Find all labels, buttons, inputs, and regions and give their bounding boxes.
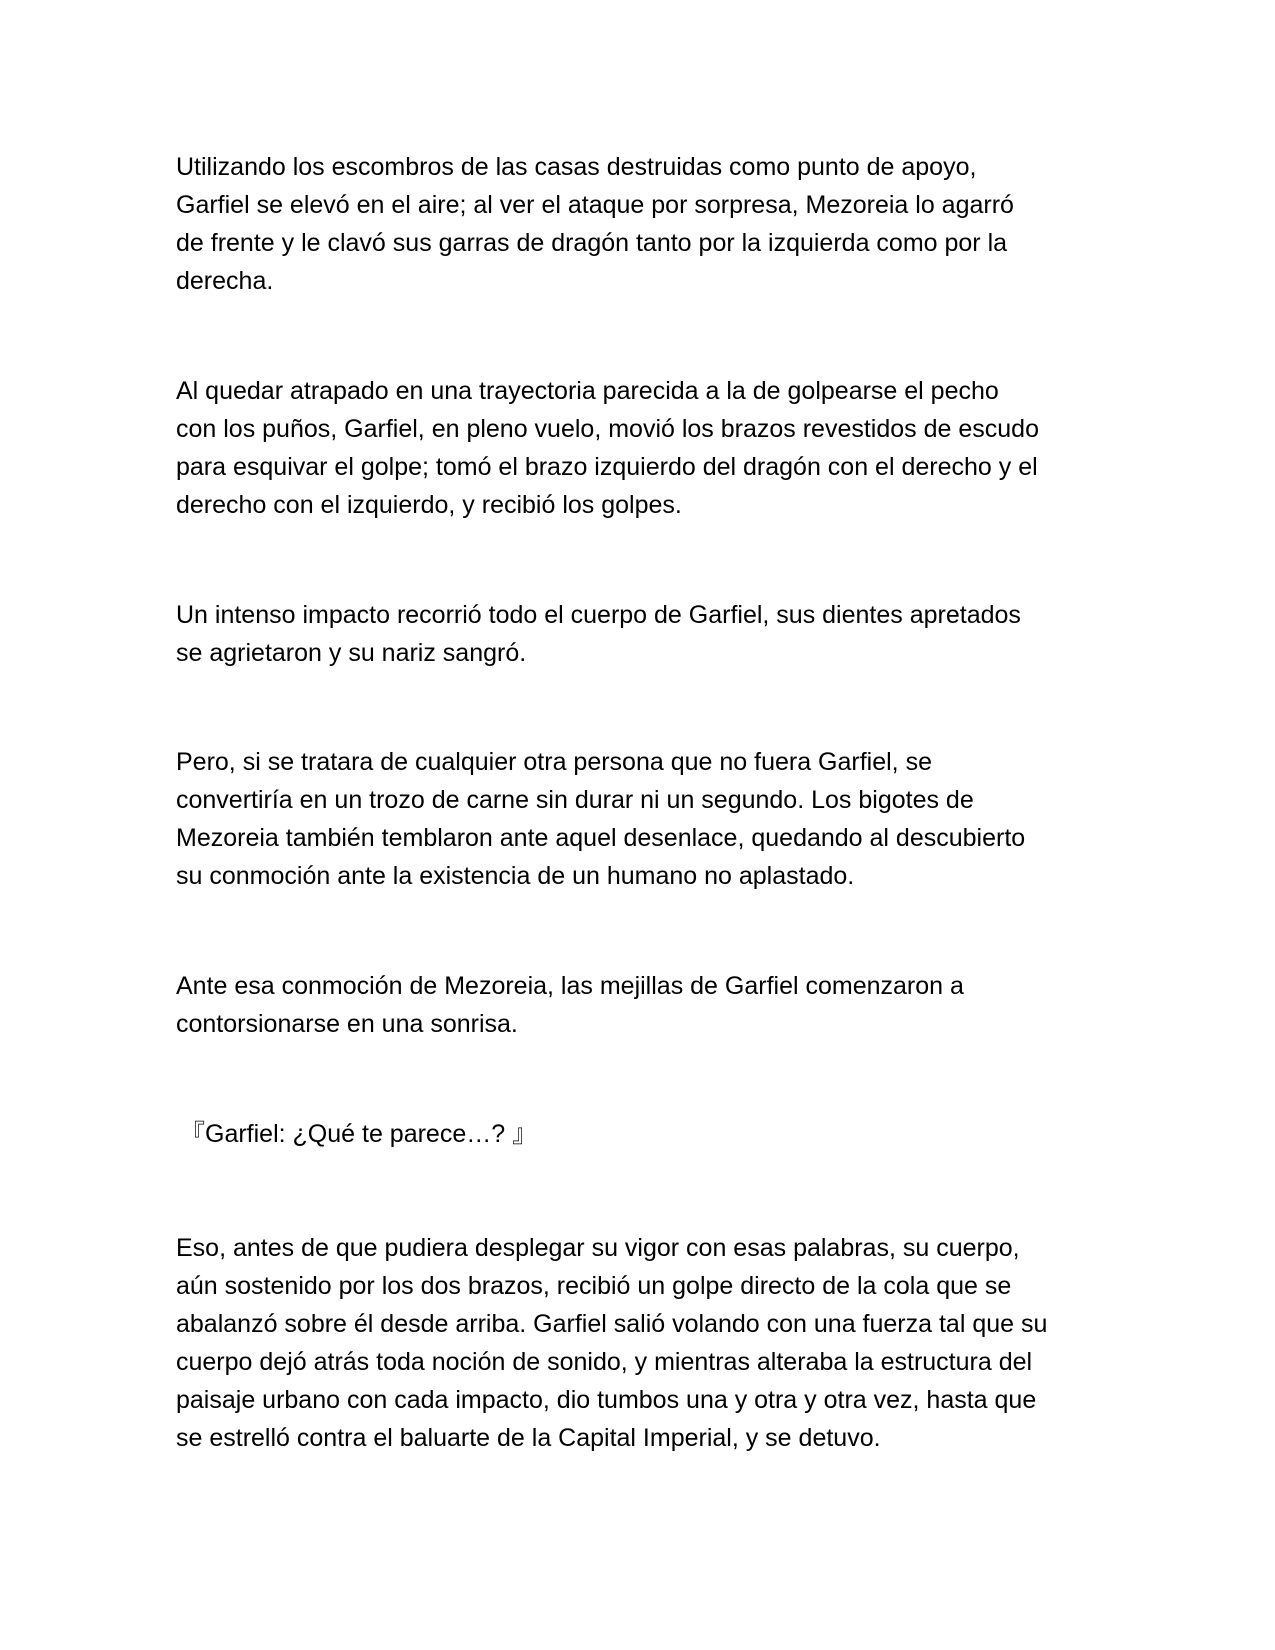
paragraph-5 [176,967,1106,1043]
text-line: cuerpo dejó atrás toda noción de sonido, y mientras alteraba la estructura del [176,1348,1033,1376]
paragraph-7 [176,1229,1106,1457]
dialogue-line [180,1115,1110,1153]
text-line: contorsionarse en una sonrisa. [176,1010,518,1038]
text-line: se estrelló contra el baluarte de la Capital Imperial, y se detuvo. [176,1424,881,1452]
text-line: 『Garfiel: ¿Qué te parece…? 』 [180,1120,538,1148]
text-line: convertiría en un trozo de carne sin durar ni un segundo. Los bigotes de [176,786,974,814]
text-line: derecha. [176,267,274,295]
text-line: Utilizando los escombros de las casas destruidas como punto de apoyo, [176,153,977,181]
paragraph-3 [176,596,1106,672]
paragraph-4 [176,743,1106,895]
text-line: Al quedar atrapado en una trayectoria parecida a la de golpearse el pecho [176,377,999,405]
text-line: con los puños, Garfiel, en pleno vuelo, movió los brazos revestidos de escudo [176,415,1039,443]
text-line: Eso, antes de que pudiera desplegar su vigor con esas palabras, su cuerpo, [176,1234,1020,1262]
text-line: derecho con el izquierdo, y recibió los golpes. [176,491,682,519]
text-line: paisaje urbano con cada impacto, dio tumbos una y otra y otra vez, hasta que [176,1386,1037,1414]
text-line: para esquivar el golpe; tomó el brazo izquierdo del dragón con el derecho y el [176,453,1038,481]
paragraph-1 [176,148,1106,300]
text-line: se agrietaron y su nariz sangró. [176,639,527,667]
text-line: su conmoción ante la existencia de un humano no aplastado. [176,862,855,890]
paragraph-2 [176,372,1106,524]
text-line: aún sostenido por los dos brazos, recibió un golpe directo de la cola que se [176,1272,1012,1300]
text-line: Mezoreia también temblaron ante aquel desenlace, quedando al descubierto [176,824,1026,852]
text-line: Pero, si se tratara de cualquier otra persona que no fuera Garfiel, se [176,748,932,776]
text-line: abalanzó sobre él desde arriba. Garfiel salió volando con una fuerza tal que su [176,1310,1048,1338]
text-line: Un intenso impacto recorrió todo el cuerpo de Garfiel, sus dientes apretados [176,601,1021,629]
text-line: Ante esa conmoción de Mezoreia, las mejillas de Garfiel comenzaron a [176,972,964,1000]
text-line: de frente y le clavó sus garras de dragón tanto por la izquierda como por la [176,229,1008,257]
text-line: Garfiel se elevó en el aire; al ver el ataque por sorpresa, Mezoreia lo agarró [176,191,1014,219]
